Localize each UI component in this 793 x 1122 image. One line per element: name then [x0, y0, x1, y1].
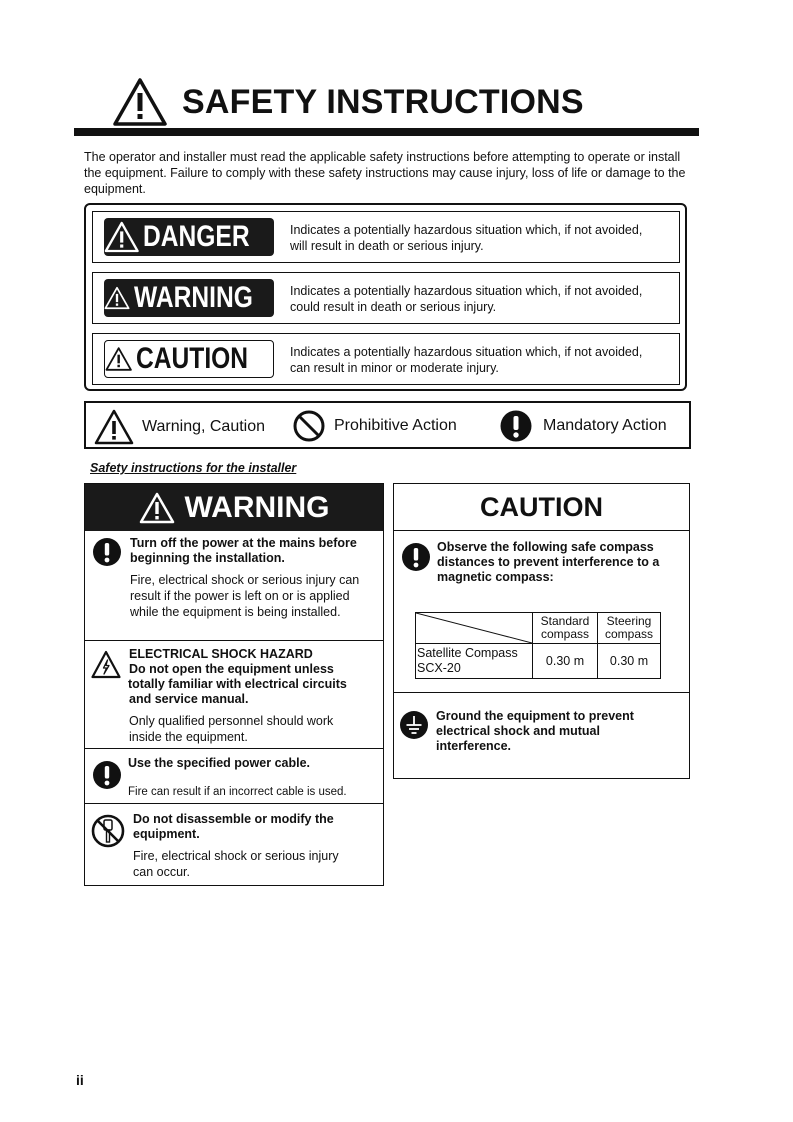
- warning-box: [84, 483, 384, 886]
- item-title-line: magnetic compass:: [437, 570, 554, 584]
- warning-box-header: [85, 484, 383, 531]
- table-row: [416, 644, 661, 679]
- warning-triangle-icon: [94, 409, 134, 445]
- steering-compass-header: [598, 613, 661, 644]
- symbol-warning-caution: [94, 409, 265, 445]
- symbols-legend: [84, 401, 691, 449]
- danger-row: [92, 211, 680, 263]
- item-title-line: distances to prevent interference to a: [437, 555, 660, 569]
- intro-paragraph: The operator and installer must read the applicable safety instructions before attempting to operate or install the equipment. Failure to comply with these safety instructions may cause injury, loss of life or damage to the equipment.: [84, 150, 686, 196]
- item-title-line: interference.: [436, 739, 512, 753]
- danger-desc-line2: will result in death or serious injury.: [290, 239, 484, 253]
- caution-item-compass-text: [437, 540, 659, 585]
- compass-distance-table: [415, 612, 661, 679]
- no-disassembly-icon: [91, 814, 125, 848]
- caution-desc-line1: Indicates a potentially hazardous situation which, if not avoided,: [290, 345, 643, 359]
- caution-item-ground-text: [436, 709, 634, 754]
- warning-item-electrical-shock-text: [129, 647, 347, 745]
- steering-distance-cell: 0.30 m: [598, 644, 661, 679]
- item-title-line: totally familiar with electrical circuits: [128, 677, 347, 691]
- danger-desc-line1: Indicates a potentially hazardous situation which, if not avoided,: [290, 223, 643, 237]
- symbol-prohibitive: [292, 409, 457, 443]
- item-title-line: Ground the equipment to prevent: [436, 709, 634, 723]
- caution-box-title: CAUTION: [394, 484, 689, 531]
- warning-word: WARNING: [134, 281, 253, 314]
- symbol-mandatory-label: Mandatory Action: [543, 417, 667, 434]
- prohibited-icon: [292, 409, 326, 443]
- item-body-line: while the equipment is being installed.: [130, 605, 341, 619]
- warning-item-power-off-text: [130, 536, 359, 620]
- caution-row: [92, 333, 680, 385]
- warning-triangle-icon: [112, 77, 168, 127]
- table-corner-cell: [416, 613, 533, 644]
- warning-item-power-cable: [85, 748, 383, 803]
- item-title-line: Turn off the power at the mains before: [130, 536, 357, 550]
- header-line: compass: [540, 627, 590, 641]
- caution-badge: [104, 340, 274, 378]
- symbol-mandatory: [499, 409, 667, 443]
- item-body-line: can occur.: [133, 865, 190, 879]
- warning-badge: [104, 279, 274, 317]
- warning-item-power-off: [85, 531, 383, 640]
- danger-description: [290, 222, 680, 254]
- item-title-line: Use the specified power cable.: [128, 756, 311, 770]
- warning-description: [290, 283, 680, 315]
- danger-badge: [104, 218, 274, 256]
- symbol-prohibitive-label: Prohibitive Action: [334, 417, 457, 434]
- mandatory-icon: [499, 409, 533, 443]
- row-label-line: Satellite Compass: [417, 646, 518, 660]
- mandatory-icon: [401, 542, 431, 572]
- warning-desc-line2: could result in death or serious injury.: [290, 300, 497, 314]
- caution-word: CAUTION: [136, 342, 249, 375]
- installer-heading: Safety instructions for the installer: [90, 461, 297, 475]
- title-rule: [74, 128, 699, 136]
- warning-triangle-icon: [104, 281, 130, 315]
- standard-distance-cell: 0.30 m: [533, 644, 598, 679]
- page-title: SAFETY INSTRUCTIONS: [182, 82, 584, 121]
- header-line: compass: [604, 627, 654, 641]
- warning-row: [92, 272, 680, 324]
- caution-desc-line2: can result in minor or moderate injury.: [290, 361, 499, 375]
- warning-box-title: WARNING: [184, 490, 330, 524]
- row-label-cell: [416, 644, 533, 679]
- warning-triangle-icon: [105, 342, 132, 376]
- ground-icon: [399, 710, 429, 740]
- item-title-line: beginning the installation.: [130, 551, 285, 565]
- hazard-label: ELECTRICAL SHOCK HAZARD: [129, 647, 313, 661]
- diagonal-divider: [416, 613, 532, 643]
- item-body-line: result if the power is left on or is applied: [130, 589, 350, 603]
- header-line: Standard: [540, 614, 590, 628]
- mandatory-icon: [92, 537, 122, 567]
- warning-item-no-disassembly: [85, 803, 383, 886]
- warning-item-no-disassembly-text: [133, 812, 339, 880]
- warning-triangle-icon: [104, 220, 139, 254]
- danger-word: DANGER: [143, 220, 251, 253]
- signal-word-legend: [84, 203, 687, 391]
- item-body-line: inside the equipment.: [129, 730, 248, 744]
- electrical-shock-icon: [91, 650, 121, 680]
- header-line: Steering: [606, 614, 652, 628]
- item-title-line: Do not open the equipment unless: [129, 662, 334, 676]
- warning-desc-line1: Indicates a potentially hazardous situation which, if not avoided,: [290, 284, 643, 298]
- row-label-line: SCX-20: [417, 661, 461, 675]
- caution-item-ground: [394, 692, 689, 779]
- item-title-line: equipment.: [133, 827, 200, 841]
- item-title-line: Observe the following safe compass: [437, 540, 654, 554]
- item-body-line: Only qualified personnel should work: [129, 714, 334, 728]
- item-body-line: Fire can result if an incorrect cable is used.: [128, 786, 347, 798]
- symbol-warning-caution-label: Warning, Caution: [142, 418, 266, 435]
- page-title-row: [112, 74, 584, 130]
- mandatory-icon: [92, 760, 122, 790]
- item-body-line: Fire, electrical shock or serious injury can: [130, 573, 360, 587]
- warning-triangle-icon: [139, 492, 175, 524]
- table-header-row: [416, 613, 661, 644]
- item-title-line: electrical shock and mutual: [436, 724, 600, 738]
- item-title-line: Do not disassemble or modify the: [133, 812, 334, 826]
- warning-item-electrical-shock: [85, 640, 383, 748]
- caution-description: [290, 344, 680, 376]
- item-body-line: Fire, electrical shock or serious injury: [133, 849, 339, 863]
- item-title-line: and service manual.: [129, 692, 249, 706]
- standard-compass-header: [533, 613, 598, 644]
- caution-box: [393, 483, 690, 779]
- page-number: ii: [76, 1072, 84, 1088]
